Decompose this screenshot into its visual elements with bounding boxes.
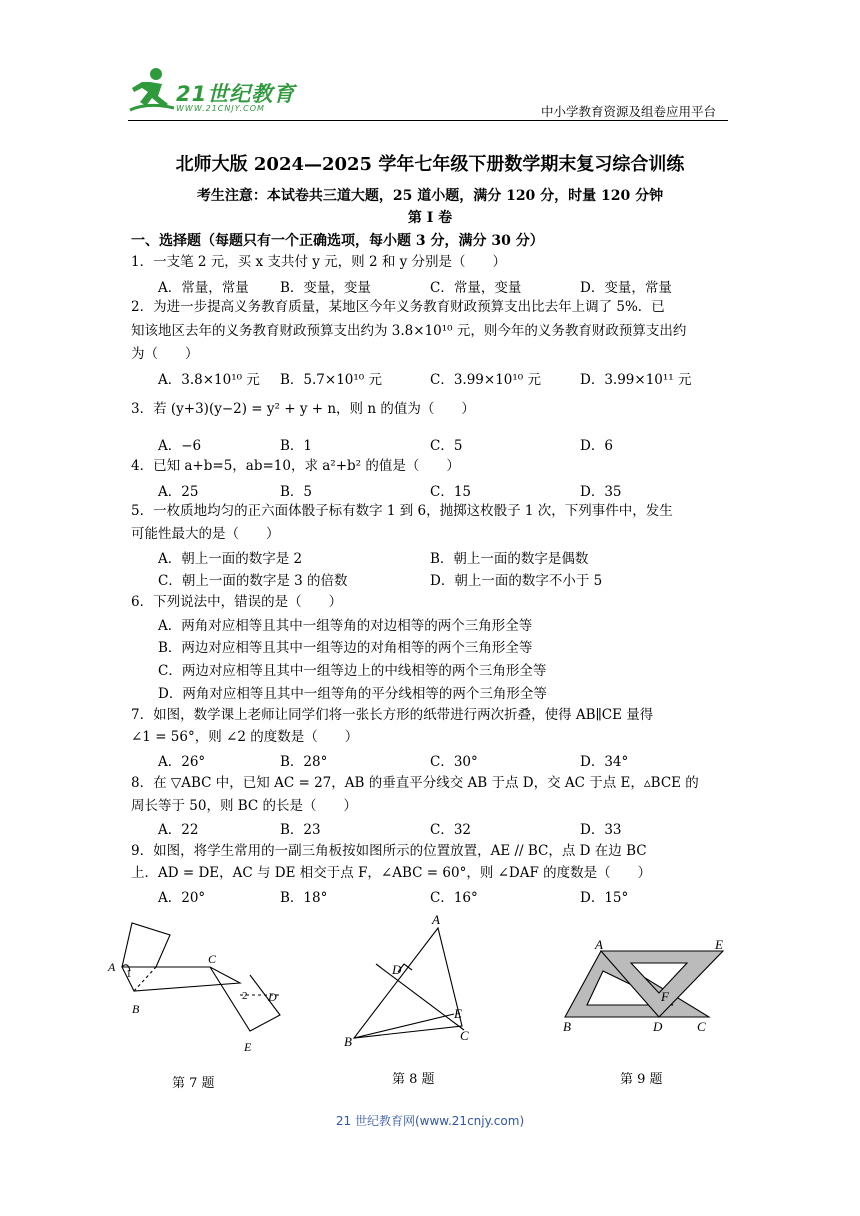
fig9-label-d: D xyxy=(653,1019,663,1034)
option-c: C．常量，变量 xyxy=(430,280,522,296)
question-line: 2．为进一步提高义务教育质量，某地区今年义务教育财政预算支出比去年上调了 5%．已 xyxy=(131,299,665,315)
option-d: D．15° xyxy=(580,890,629,906)
option-c: C．15 xyxy=(430,484,472,500)
option-d: D．两角对应相等且其中一组等角的平分线相等的两个三角形全等 xyxy=(158,686,547,702)
fig8-label-e: E xyxy=(454,1006,462,1021)
option-a: A．25 xyxy=(158,484,199,500)
header xyxy=(0,0,860,130)
section-heading: 一、选择题（每题只有一个正确选项，每小题 3 分，满分 30 分） xyxy=(131,233,544,249)
figure-8 xyxy=(340,908,490,1053)
fig7-label-1: 1 xyxy=(126,968,132,980)
option-c: C．32 xyxy=(430,822,472,838)
option-a: A．20° xyxy=(158,890,206,906)
question-line: 9．如图，将学生常用的一副三角板按如图所示的位置放置，AE // BC，点 D 在边 BC xyxy=(131,843,647,859)
fig7-label-e: E xyxy=(244,1040,252,1054)
page-title: 北师大版 2024—2025 学年七年级下册数学期末复习综合训练 xyxy=(175,154,685,175)
option-d: D．3.99×10¹¹ 元 xyxy=(580,372,692,388)
option-b: B．5 xyxy=(280,484,313,500)
question-line: 周长等于 50，则 BC 的长是（ ） xyxy=(131,798,358,814)
fig9-label-b: B xyxy=(563,1019,571,1034)
option-d: D．35 xyxy=(580,484,622,500)
option-c: C．3.99×10¹⁰ 元 xyxy=(430,372,541,388)
fig9-label-e: E xyxy=(715,937,723,952)
option-c: C．5 xyxy=(430,438,463,454)
option-a: A．−6 xyxy=(158,438,202,454)
option-c: C．16° xyxy=(430,890,478,906)
question-line: 8．在 ▽ABC 中，已知 AC = 27，AB 的垂直平分线交 AB 于点 D，交 AC 于点 E，▵BCE 的 xyxy=(131,775,699,791)
question-line: 知该地区去年的义务教育财政预算支出约为 3.8×10¹⁰ 元，则今年的义务教育财政预算支出约 xyxy=(131,323,687,339)
notice: 考生注意：本试卷共三道大题，25 道小题，满分 120 分，时量 120 分钟 xyxy=(196,188,664,204)
fig7-label-2: 2 xyxy=(242,990,248,1002)
option-b: B．朝上一面的数字是偶数 xyxy=(430,551,589,567)
fig9-label-f: F xyxy=(661,989,669,1004)
option-b: B．28° xyxy=(280,754,328,770)
question-line: 1．一支笔 2 元，买 x 支共付 y 元，则 2 和 y 分别是（ ） xyxy=(131,254,507,270)
question-line: 6．下列说法中，错误的是（ ） xyxy=(131,594,343,610)
fig8-label-b: B xyxy=(344,1034,352,1049)
option-c: C．30° xyxy=(430,754,478,770)
fig7-label-a: A xyxy=(108,960,116,974)
option-a: A．两角对应相等且其中一组等角的对边相等的两个三角形全等 xyxy=(158,618,533,634)
fig7-label-d: D xyxy=(268,990,277,1004)
option-c: C．朝上一面的数字是 3 的倍数 xyxy=(158,573,348,589)
logo-runner-icon xyxy=(128,66,178,114)
fig9-label-c: C xyxy=(697,1019,706,1034)
question-line: 可能性最大的是（ ） xyxy=(131,526,280,542)
question-line: 7．如图，数学课上老师让同学们将一张长方形的纸带进行两次折叠，使得 AB∥CE 量得 xyxy=(131,707,654,723)
option-a: A．22 xyxy=(158,822,199,838)
option-b: B．23 xyxy=(280,822,321,838)
fig8-caption: 第 8 题 xyxy=(392,1072,435,1087)
logo-text: 21世纪教育 xyxy=(176,82,296,106)
option-d: D．33 xyxy=(580,822,622,838)
question-line: 4．已知 a+b=5，ab=10，求 a²+b² 的值是（ ） xyxy=(131,458,460,474)
option-d: D．变量，常量 xyxy=(580,280,672,296)
fig8-label-d: D xyxy=(392,962,402,977)
option-a: A．3.8×10¹⁰ 元 xyxy=(158,372,260,388)
option-b: B．18° xyxy=(280,890,328,906)
option-d: D．6 xyxy=(580,438,613,454)
option-b: B．两边对应相等且其中一组等边的对角相等的两个三角形全等 xyxy=(158,640,533,656)
option-d: D．朝上一面的数字不小于 5 xyxy=(430,573,603,589)
question-line: 5．一枚质地均匀的正六面体骰子标有数字 1 到 6，抛掷这枚骰子 1 次，下列事件中，发生 xyxy=(131,503,673,519)
volume-label: 第 I 卷 xyxy=(407,210,453,226)
option-c: C．两边对应相等且其中一组等边上的中线相等的两个三角形全等 xyxy=(158,663,547,679)
fig9-label-a: A xyxy=(595,937,603,952)
fig8-label-c: C xyxy=(460,1028,469,1043)
fig8-label-a: A xyxy=(432,912,440,927)
option-a: A．常量，常量 xyxy=(158,280,249,296)
question-line: ∠1 = 56°，则 ∠2 的度数是（ ） xyxy=(131,729,359,745)
fig9-caption: 第 9 题 xyxy=(620,1072,663,1087)
logo-url: WWW.21CNJY.COM xyxy=(176,104,265,113)
platform-name: 中小学教育资源及组卷应用平台 xyxy=(541,104,717,119)
option-a: A．26° xyxy=(158,754,206,770)
footer: 21 世纪教育网(www.21cnjy.com) xyxy=(335,1114,525,1128)
figure-9 xyxy=(555,935,745,1035)
question-line: 上．AD = DE，AC 与 DE 相交于点 F，∠ABC = 60°，则 ∠DAF 的度数是（ ） xyxy=(131,865,652,881)
option-b: B．5.7×10¹⁰ 元 xyxy=(280,372,382,388)
option-a: A．朝上一面的数字是 2 xyxy=(158,551,303,567)
option-d: D．34° xyxy=(580,754,629,770)
header-rule xyxy=(128,120,728,121)
fig7-caption: 第 7 题 xyxy=(172,1076,215,1091)
fig7-label-c: C xyxy=(208,952,217,966)
fig7-label-b: B xyxy=(132,1002,140,1016)
question-line: 为（ ） xyxy=(131,346,199,362)
option-b: B．1 xyxy=(280,438,313,454)
question-line: 3．若 (y+3)(y−2) = y² + y + n，则 n 的值为（ ） xyxy=(131,401,475,417)
option-b: B．变量，变量 xyxy=(280,280,371,296)
figure-7 xyxy=(100,915,300,1060)
